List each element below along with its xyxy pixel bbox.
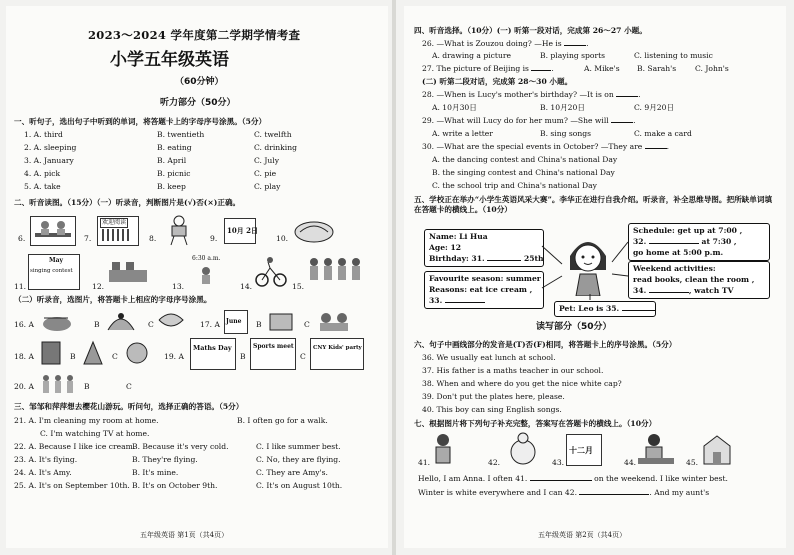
q26-blank — [564, 45, 586, 46]
q30-blank — [645, 148, 667, 149]
q24-option-b: B. It's mine. — [132, 468, 179, 477]
q4-option-a: 4. A. pick — [24, 169, 61, 178]
q27-option-a: A. Mike's — [584, 64, 620, 73]
q6-picture — [30, 216, 76, 246]
listening-section-title: 听力部分（50分） — [160, 98, 236, 108]
mindmap-schedule-box — [628, 223, 770, 261]
q36-sentence: 36. We usually eat lunch at school. — [422, 353, 556, 362]
sec7-line-two — [418, 488, 709, 498]
q9-calendar-picture — [224, 218, 259, 244]
q7-picture — [97, 216, 139, 246]
q24-option-a: 24. A. It's Amy. — [14, 468, 72, 477]
section-five-heading: 五、学校正在举办“小学生英语风采大赛”。李华正在进行自我介绍。听录音，补全思维导图。把所缺单词填在答题卡的横线上。（10分） — [414, 195, 773, 214]
sec7-line-one — [418, 474, 728, 484]
q26-question: 26. —What is Zouzou doing? —He is . — [422, 39, 589, 48]
q19-option-a-label: Maths Day — [193, 344, 232, 352]
q16-option-b-picture — [104, 306, 138, 334]
section-two-part-two-heading: （二）听录音，选图片，将答题卡上相应的字母序号涂黑。 — [14, 295, 212, 304]
q24-option-c: C. They are Amy's. — [256, 468, 328, 477]
q18-option-c-picture — [122, 340, 152, 366]
section-one-heading: 一、听句子，选出句子中听到的单词，将答题卡上的字母序号涂黑。（5分） — [14, 117, 267, 126]
q27-blank — [531, 70, 551, 71]
q29-option-b: B. sing songs — [540, 129, 592, 138]
q25-option-c: C. It's on August 10th. — [256, 481, 343, 490]
q43-number: 43. — [552, 458, 565, 467]
q30-option-b: B. the singing contest and China's national Day — [432, 168, 615, 177]
q43-calendar-label: 十二月 — [569, 445, 593, 455]
q21-option-a: 21. A. I'm cleaning my room at home. — [14, 416, 159, 425]
q11-month-label: May — [49, 257, 64, 264]
blank-41 — [530, 480, 592, 481]
mindmap-reasons: Reasons: eat ice cream , — [429, 285, 533, 294]
blank-34-label: 34. — [633, 286, 647, 295]
blank-34 — [649, 292, 689, 293]
sec7-line-one-start: Hello, I am Anna. I often 41. — [418, 474, 528, 483]
q1-option-a: 1. A. third — [24, 130, 63, 139]
q4-option-c: C. pie — [254, 169, 277, 178]
q19-option-b-label: B — [240, 352, 246, 361]
q3-option-c: C. July — [254, 156, 280, 165]
q41-picture — [428, 432, 458, 466]
q28-option-c: C. 9月20日 — [634, 103, 675, 112]
q21-option-b: B. I often go for a walk. — [237, 416, 328, 425]
q9-number: 9. — [210, 234, 218, 243]
q23-option-b: B. They're flying. — [132, 455, 198, 464]
q27-text: 27. The picture of Beijing is — [422, 64, 529, 73]
q2-option-a: 2. A. sleeping — [24, 143, 77, 152]
blank-35 — [622, 310, 656, 311]
blank-42 — [579, 494, 649, 495]
q30-text: 30. —What are the special events in October? —They are — [422, 142, 643, 151]
mindmap-weekend: Weekend activities: — [633, 264, 716, 273]
mindmap-season: Favourite season: summer — [429, 274, 541, 283]
q16-option-a-picture — [38, 310, 76, 334]
blank-32 — [649, 243, 699, 244]
blank-33-label: 33. — [429, 296, 443, 305]
q28-question: 28. —When is Lucy's mother's birthday? —It is on . — [422, 90, 641, 99]
q18-label: 18. A — [14, 352, 34, 361]
q13-picture — [186, 254, 232, 288]
q17-option-a-picture — [224, 310, 248, 334]
q45-number: 45. — [686, 458, 699, 467]
q3-option-a: 3. A. January — [24, 156, 74, 165]
q11-contest-label: singing contest — [30, 268, 73, 274]
q8-picture — [162, 214, 196, 246]
exam-title: 2023～2024 学年度第二学期学情考查 — [88, 28, 301, 42]
mindmap-schedule-home: go home at 5:00 p.m. — [633, 248, 724, 257]
q16-option-c-label: C — [148, 320, 154, 329]
q20-option-c-label: C — [126, 382, 132, 391]
q28-blank — [616, 96, 638, 97]
q41-number: 41. — [418, 458, 431, 467]
q29-text: 29. —What will Lucy do for her mum? —She will — [422, 116, 609, 125]
q29-option-a: A. write a letter — [432, 129, 493, 138]
mindmap-weekend-box — [628, 261, 770, 299]
q38-sentence: 38. When and where do you get the nice white cap? — [422, 379, 622, 388]
q14-number: 14. — [240, 282, 253, 291]
section-two-heading: 二、听音读图。（15分）（一）听录音，判断图片是(√)否(×)正确。 — [14, 198, 241, 207]
q7-number: 7. — [84, 234, 92, 243]
q30-option-c: C. the school trip and China's national Day — [432, 181, 597, 190]
q17-option-c-label: C — [304, 320, 310, 329]
q15-picture — [306, 254, 362, 288]
q28-option-b: B. 10月20日 — [540, 103, 585, 112]
q5-option-a: 5. A. take — [24, 182, 61, 191]
q1-option-c: C. twelfth — [254, 130, 292, 139]
q29-question: 29. —What will Lucy do for her mum? —She will . — [422, 116, 636, 125]
q22-option-b: B. Because it's very cold. — [132, 442, 229, 451]
q19-option-c-text: CNY Kids' party — [313, 345, 362, 351]
q5-option-c: C. play — [254, 182, 281, 191]
mindmap-reason-33 — [429, 296, 485, 306]
q17-option-c-picture — [314, 308, 354, 334]
q11-picture — [28, 254, 80, 290]
blank-31 — [487, 260, 521, 261]
mindmap-age: Age: 12 — [429, 243, 462, 252]
q28-option-a: A. 10月30日 — [432, 103, 477, 112]
q7-sign-label: 欢迎阅读 — [102, 219, 127, 226]
q22-option-c: C. I like summer best. — [256, 442, 341, 451]
q13-time-label: 6:30 a.m. — [192, 255, 221, 262]
q26-option-b: B. playing sports — [540, 51, 606, 60]
q19-option-b-picture — [250, 338, 296, 370]
mindmap-profile-box — [424, 229, 544, 267]
section-seven-heading: 七、根据图片将下列句子补充完整，答案写在答题卡的横线上。（10分） — [414, 419, 657, 428]
q27-option-c: C. John's — [695, 64, 729, 73]
q26-text: 26. —What is Zouzou doing? —He is — [422, 39, 562, 48]
q11-number: 11. — [14, 282, 27, 291]
mindmap-weekend-activities: read books, clean the room , — [633, 275, 755, 284]
q42-picture — [500, 432, 546, 466]
q4-option-b: B. picnic — [157, 169, 191, 178]
q13-number: 13. — [172, 282, 185, 291]
q39-sentence: 39. Don't put the plates here, please. — [422, 392, 565, 401]
q29-blank — [611, 122, 633, 123]
q8-number: 8. — [149, 234, 157, 243]
q23-option-c: C. No, they are flying. — [256, 455, 341, 464]
section-three-heading: 三、邹邹和萍萍想去樱花山游玩。听问句，选择正确的答语。（5分） — [14, 402, 244, 411]
q27-question: 27. The picture of Beijing is . — [422, 64, 554, 73]
mindmap-pet — [559, 304, 656, 314]
q19-option-c-picture — [310, 338, 364, 370]
q5-option-b: B. keep — [157, 182, 186, 191]
page-one-footer: 五年级英语 第1页（共4页） — [140, 531, 229, 539]
q22-option-a: 22. A. Because I like ice cream. — [14, 442, 136, 451]
blank-32-label: 32. — [633, 237, 647, 246]
q17-option-b-picture — [266, 310, 296, 334]
q20-option-b-label: B — [84, 382, 90, 391]
q10-picture — [292, 218, 336, 244]
mindmap-weekend-34 — [633, 286, 733, 296]
q17-label: 17. A — [200, 320, 220, 329]
q19-option-c-label: C — [300, 352, 306, 361]
reading-section-title: 读写部分（50分） — [536, 322, 612, 332]
q18-option-a-picture — [38, 340, 64, 366]
q9-calendar-label: 10月 2日 — [227, 226, 259, 235]
subject-title: 小学五年级英语 — [110, 50, 229, 70]
mindmap-schedule-32 — [633, 237, 737, 247]
q3-option-b: B. April — [157, 156, 187, 165]
mindmap-birthday — [429, 254, 544, 264]
q23-option-a: 23. A. It's flying. — [14, 455, 78, 464]
q17-calendar-label: June — [226, 318, 242, 325]
section-four-part-two-heading: (二) 听第二段对话，完成第 28～30 小题。 — [422, 77, 573, 86]
q43-picture — [566, 434, 602, 466]
q44-picture — [636, 432, 676, 466]
page-two-footer: 五年级英语 第2页（共4页） — [538, 531, 627, 539]
q19-label: 19. A — [164, 352, 184, 361]
mindmap-pet-box — [554, 301, 656, 317]
q37-sentence: 37. His father is a maths teacher in our school. — [422, 366, 604, 375]
q6-number: 6. — [18, 234, 26, 243]
q12-picture — [106, 256, 150, 288]
q12-number: 12. — [92, 282, 105, 291]
q25-option-a: 25. A. It's on September 10th. — [14, 481, 130, 490]
sec7-line-two-end: . And my aunt's — [649, 488, 710, 497]
q18-option-b-label: B — [70, 352, 76, 361]
q16-option-c-picture — [156, 308, 186, 332]
q21-option-c: C. I'm watching TV at home. — [40, 429, 150, 438]
q45-picture — [700, 432, 734, 466]
section-six-heading: 六、句子中画线部分的发音是(T)否(F)相同，将答题卡上的序号涂黑。（5分） — [414, 340, 677, 349]
mindmap-connector-lines — [540, 236, 632, 302]
page-fold — [392, 0, 396, 555]
q18-option-b-picture — [80, 340, 106, 366]
q1-option-b: B. twentieth — [157, 130, 205, 139]
mindmap-birthday-day: 25th — [523, 254, 544, 263]
q10-number: 10. — [276, 234, 289, 243]
q42-number: 42. — [488, 458, 501, 467]
mindmap-season-box — [424, 271, 544, 309]
mindmap-schedule-time: at 7:30 , — [701, 237, 737, 246]
q16-option-b-label: B — [94, 320, 100, 329]
exam-duration: （60分钟） — [175, 77, 224, 87]
q15-number: 15. — [292, 282, 305, 291]
sec7-line-one-end: on the weekend. I like winter best. — [594, 474, 728, 483]
mindmap-pet-label: Pet: Leo is 35. — [559, 304, 620, 313]
q29-option-c: C. make a card — [634, 129, 692, 138]
q25-option-b: B. It's on October 9th. — [132, 481, 218, 490]
sec7-line-two-start: Winter is white everywhere and I can 42. — [418, 488, 577, 497]
q14-bike-picture — [254, 256, 288, 288]
blank-33 — [445, 302, 485, 303]
q20-label: 20. A — [14, 382, 34, 391]
q17-option-b-label: B — [256, 320, 262, 329]
q2-option-b: B. eating — [157, 143, 192, 152]
q30-question: 30. —What are the special events in October? —They are . — [422, 142, 670, 151]
q19-option-b-text: Sports meet — [253, 343, 294, 350]
q40-sentence: 40. This boy can sing English songs. — [422, 405, 562, 414]
mindmap-name: Name: Li Hua — [429, 232, 488, 241]
q28-text: 28. —When is Lucy's mother's birthday? —It is on — [422, 90, 614, 99]
q30-option-a: A. the dancing contest and China's national Day — [432, 155, 618, 164]
q44-number: 44. — [624, 458, 637, 467]
q18-option-c-label: C — [112, 352, 118, 361]
q27-option-b: B. Sarah's — [637, 64, 677, 73]
mindmap-weekend-tv: , watch TV — [688, 286, 734, 295]
q26-option-c: C. listening to music — [634, 51, 713, 60]
mindmap-birthday-label: Birthday: 31. — [429, 254, 485, 263]
mindmap-schedule: Schedule: get up at 7:00 , — [633, 226, 743, 235]
q20-option-a-picture — [38, 372, 78, 396]
q19-option-a-picture — [190, 338, 236, 370]
q16-label: 16. A — [14, 320, 34, 329]
q26-option-a: A. drawing a picture — [432, 51, 511, 60]
q2-option-c: C. drinking — [254, 143, 297, 152]
section-four-heading: 四、听音选择。（10分）(一) 听第一段对话，完成第 26～27 小题。 — [414, 26, 647, 35]
